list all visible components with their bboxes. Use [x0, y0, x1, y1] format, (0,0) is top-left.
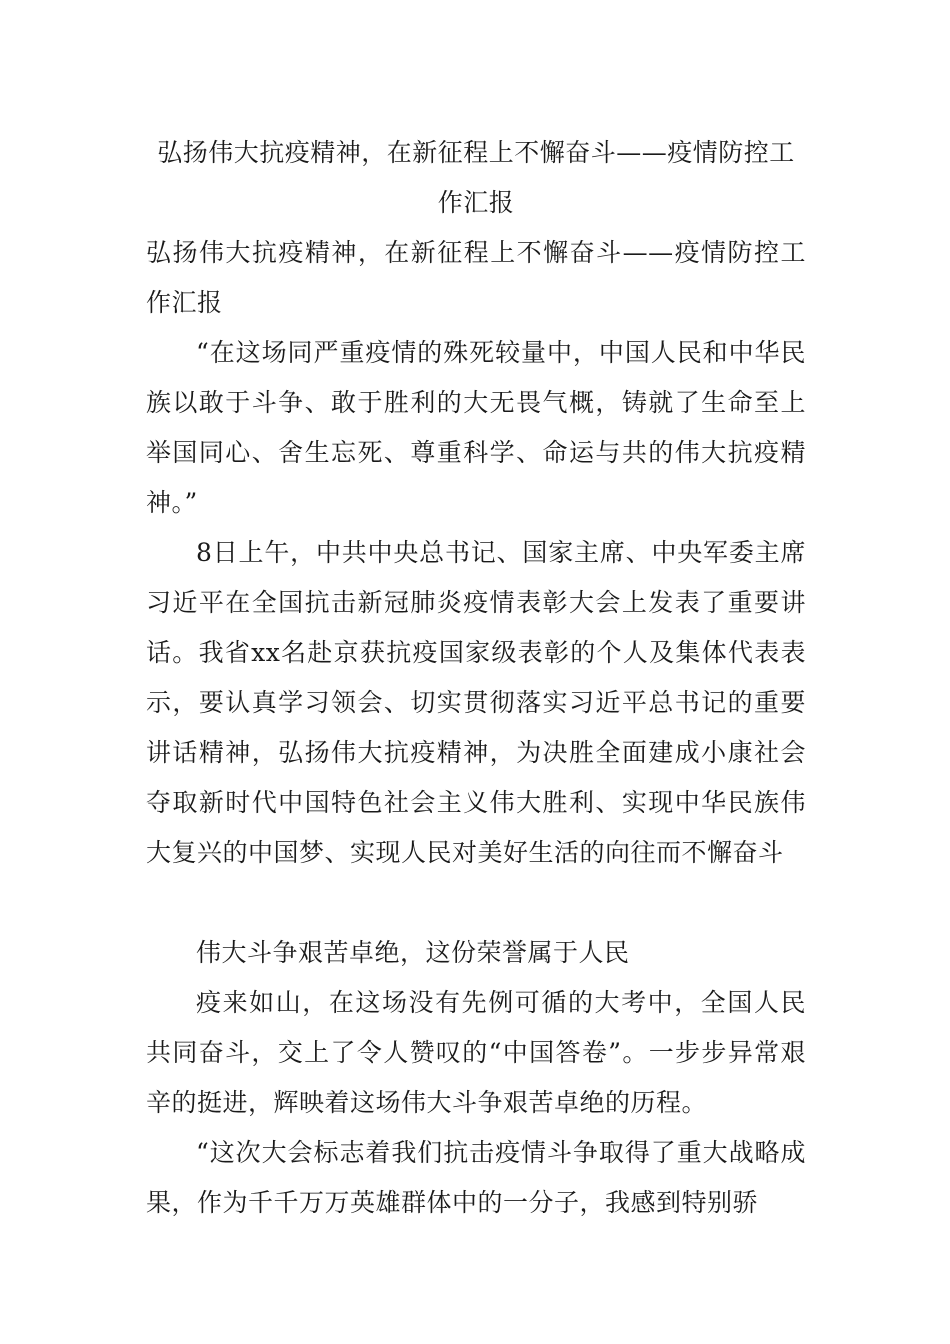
paragraph-gap — [146, 878, 806, 928]
document-page — [146, 128, 806, 1228]
section-paragraph: “这次大会标志着我们抗击疫情斗争取得了重大战略成果，作为千千万万英雄群体中的一分子，我感到特别骄 — [146, 1138, 806, 1217]
document-title: 弘扬伟大抗疫精神，在新征程上不懈奋斗——疫情防控工作汇报 — [157, 138, 795, 217]
document-subtitle: 弘扬伟大抗疫精神，在新征程上不懈奋斗——疫情防控工作汇报 — [146, 238, 806, 317]
section-paragraph: 疫来如山，在这场没有先例可循的大考中，全国人民共同奋斗，交上了令人赞叹的“中国答卷”。一步步异常艰辛的挺进，辉映着这场伟大斗争艰苦卓绝的历程。 — [146, 988, 806, 1117]
section-heading: 伟大斗争艰苦卓绝，这份荣誉属于人民 — [196, 938, 630, 967]
news-paragraph: 8日上午，中共中央总书记、国家主席、中央军委主席习近平在全国抗击新冠肺炎疫情表彰大会上发表了重要讲话。我省xx名赴京获抗疫国家级表彰的个人及集体代表表示，要认真学习领会、切实贯彻落实习近平总书记的重要讲话精神，弘扬伟大抗疫精神，为决胜全面建成小康社会夺取新时代中国特色社会主义伟大胜利、实现中华民族伟大复兴的中国梦、实现人民对美好生活的向往而不懈奋斗 — [146, 538, 806, 867]
quote-paragraph: “在这场同严重疫情的殊死较量中，中国人民和中华民族以敢于斗争、敢于胜利的大无畏气概，铸就了生命至上举国同心、舍生忘死、尊重科学、命运与共的伟大抗疫精神。” — [146, 338, 806, 517]
